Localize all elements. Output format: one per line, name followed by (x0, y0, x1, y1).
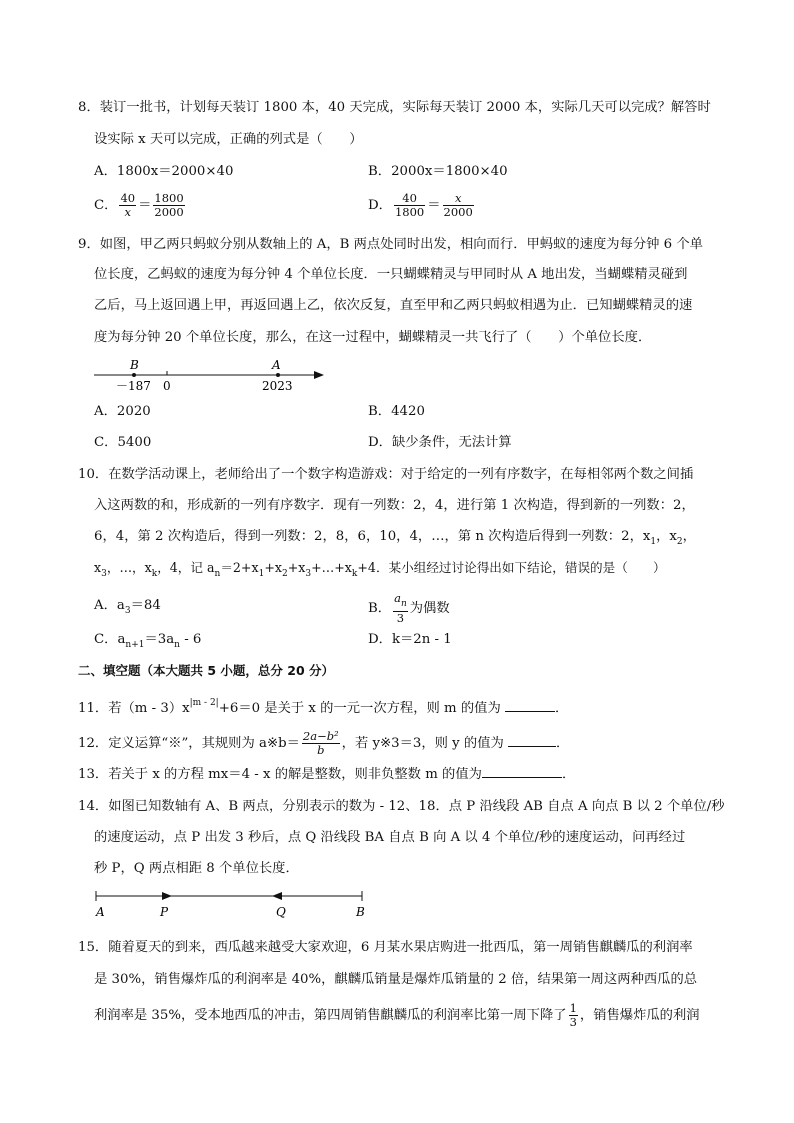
q8-option-d: D． $\frac{40}{1800}$ ＝ $\frac{x}{2000}$ (368, 191, 473, 219)
q9-option-c: C．5400 (94, 435, 152, 450)
q14-line3: 秒 P，Q 两点相距 8 个单位长度． (94, 861, 299, 876)
q8-option-b: B．2000x＝1800×40 (368, 164, 508, 179)
q15-line3: 利润率是 35%，受本地西瓜的冲击，第四周销售麒麟瓜的利润率比第一周下降了 $\frac{1}{3}$ ，销售爆炸瓜的利润 (94, 1001, 700, 1029)
q9-option-b: B．4420 (368, 404, 425, 419)
label-a: A (96, 905, 105, 919)
q9-line2: 位长度，乙蚂蚁的速度为每分钟 4 个单位长度．一只蝴蝶精灵与甲同时从 A 地出发，当蝴蝶精灵碰到 (94, 267, 688, 282)
q8-line1: 8．装订一批书，计划每天装订 1800 本，40 天完成，实际每天装订 2000 本，实际几天可以完成？解答时 (78, 100, 711, 115)
q10-option-b: B． $\frac{a_n}{3}$ 为偶数 (368, 591, 450, 625)
q11-line: 11．若$(m - 3)x^{|m - 2|}+6=0$ 是关于 x 的一元一次方程，则 m 的值为 ． (78, 698, 569, 716)
label-q: Q (276, 905, 286, 919)
q10-option-d: D．k＝2n - 1 (368, 632, 452, 647)
point-a-dot (276, 373, 280, 377)
segment-figure-q14 (90, 886, 380, 922)
point-b-label: B (130, 358, 139, 372)
value-a-label: 2023 (262, 379, 293, 393)
p-arrow-icon (162, 892, 172, 900)
q15-line2: 是 30%，销售爆炸瓜的利润率是 40%，麒麟瓜销量是爆炸瓜销量的 2 倍，结果第一周这两种西瓜的总 (94, 972, 698, 987)
q9-line1: 9．如图，甲乙两只蚂蚁分别从数轴上的 A，B 两点处同时出发，相向而行．甲蚂蚁的速度为每分钟 6 个单 (78, 237, 703, 252)
q10-option-c: C．$a_{n+1}=3a_n - 6$ (94, 632, 202, 650)
q14-line2: 的速度运动，点 P 出发 3 秒后，点 Q 沿线段 BA 自点 B 向 A 以 4 个单位/秒的速度运动，问再经过 (94, 830, 686, 845)
q10-line1: 10．在数学活动课上，老师给出了一个数字构造游戏：对于给定的一列有序数字，在每相邻两个数之间插 (78, 467, 694, 482)
point-a-label: A (272, 358, 281, 372)
q15-line1: 15．随着夏天的到来，西瓜越来越受大家欢迎，6 月某水果店购进一批西瓜，第一周销售麒麟瓜的利润率 (78, 940, 693, 955)
q9-line4: 度为每分钟 20 个单位长度，那么，在这一过程中，蝴蝶精灵一共飞行了（ ）个单位长度． (94, 330, 652, 345)
q-arrow-icon (272, 892, 282, 900)
q13-answer-blank[interactable] (482, 765, 562, 778)
number-line-arrow (314, 371, 324, 379)
point-b-dot (132, 373, 136, 377)
label-p: P (160, 905, 169, 919)
number-line-figure-q9 (92, 355, 332, 395)
label-b: B (356, 905, 365, 919)
q8-option-a: A．1800x＝2000×40 (94, 164, 234, 179)
section-heading-fill-in: 二、填空题（本大题共 5 小题，总分 20 分） (78, 663, 335, 678)
zero-label: 0 (163, 379, 171, 393)
q10-option-a: A．$a_3=84$ (94, 598, 161, 616)
q13-line: 13．若关于 x 的方程 mx＝4 - x 的解是整数，则非负整数 m 的值为 ． (78, 767, 576, 782)
q10-line4: $x_3$，…，$x_k$，4，记 $a_n=2+x_1+x_2+x_3+\dots+x_k+4$．某小组经过讨论得出如下结论，错误的是（ ） (94, 560, 666, 579)
q12-line: 12．定义运算“※”，其规则为 a※b＝ $\frac{\text{2a−b²}}{b}$ ，若 y※3＝3，则 y 的值为 ． (78, 729, 570, 757)
q9-line3: 乙后，马上返回遇上甲，再返回遇上乙，依次反复，直至甲和乙两只蚂蚁相遇为止．已知蝴蝶精灵的速 (94, 298, 693, 313)
q8-line2: 设实际 x 天可以完成，正确的列式是（ ） (94, 132, 363, 147)
q9-option-a: A．2020 (94, 404, 151, 419)
value-b-label: －187 (116, 379, 151, 393)
q10-line2: 入这两数的和，形成新的一列有序数字．现有一列数：2，4，进行第 1 次构造，得到新的一列数：2， (94, 498, 695, 513)
q9-option-d: D．缺少条件，无法计算 (368, 435, 512, 450)
q11-answer-blank[interactable] (505, 699, 555, 712)
q8-option-c: C． $\frac{40}{x}$ ＝ $\frac{1800}{2000}$ (94, 191, 184, 219)
q10-line3: 6，4，第 2 次构造后，得到一列数：2，8，6，10，4，…，第 n 次构造后得到一列数：2，$x_1$，$x_2$， (94, 529, 696, 547)
q14-line1: 14．如图已知数轴有 A、B 两点，分别表示的数为 - 12、18．点 P 沿线段 AB 自点 A 向点 B 以 2 个单位/秒 (78, 799, 725, 814)
q12-answer-blank[interactable] (508, 734, 556, 747)
